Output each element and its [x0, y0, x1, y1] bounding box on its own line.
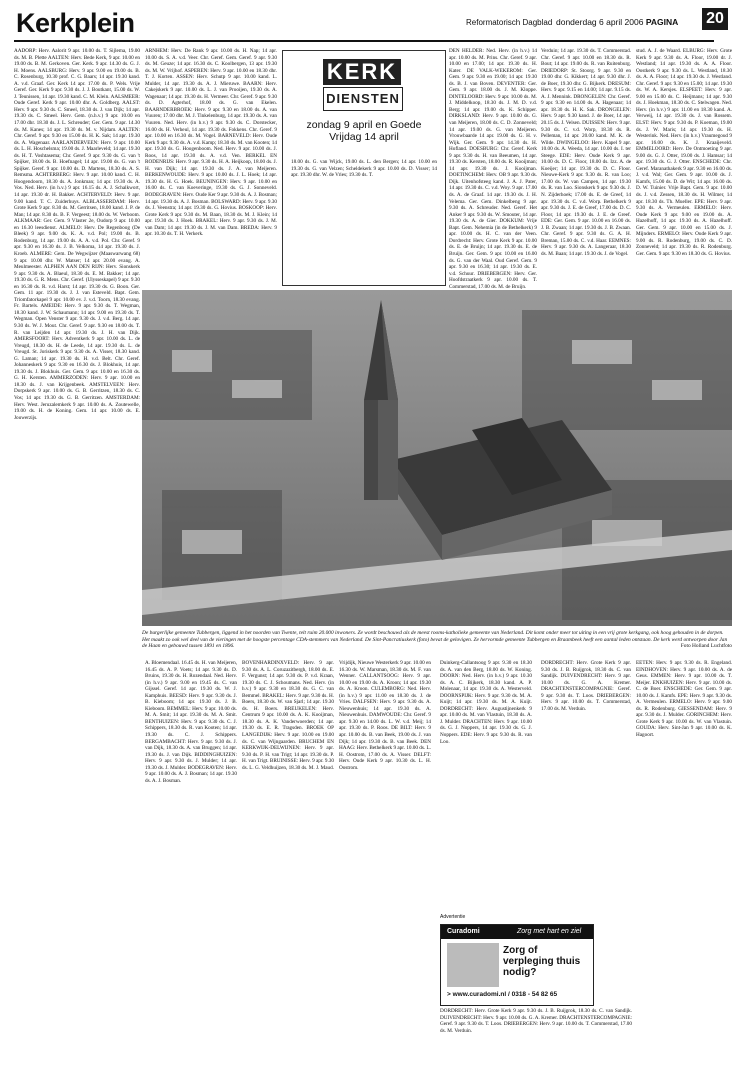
listing-column-6 — [636, 48, 732, 286]
listing-column-b2 — [242, 660, 334, 1060]
listing-column-b4-cont — [440, 1008, 632, 1060]
listing-column-b5 — [541, 660, 631, 910]
listing-text: stud. A. J. de Waard. ELBURG: Herv. Grote Kerk 9 apr. 9.30 ds. A. Floor, 19.00 dr. J. Westland; 14 apr. 19.30 ds. A. A. Floor. Oostkerk 9 apr. 9.30 ds. L. Westland, 18.30 ds. A. A. Floor; 14 apr. 19.30 ds. J. Westland. Chr. Geref. 9 apr. 9.30 en 15.00; 14 apr. 19.30 ds. W. A. Kersjes. ELSPEET: Herv. 9 apr. 9.00 en 15.00 ds. C. Heijmans; 14 apr. 9.30 ds. J. Hoekman, 18.30 ds. C. Stelwagen. Ned. Herv. (in h.v.) 9 apr. 11.00 en 18.30 kand. A. Verweij, 14 apr. 19.30 ds. J. van Rossem. ELST: Herv. 9 apr. 9.30 ds. P. Koeman, 19.00 ds. J. W. Maris; 14 apr. 19.30 ds. H. Westerink. Ned. Herv. (in h.v.) Vraumegoud 9 apr. 16.00 ds. K. J. Kraaijeveld. EMMELOORD: Herv. De Ontmoeting 9 apr. 9.00 ds. G. J. Otter, 19.00 ds. J. Hamsar; 14 apr. 19.30 ds. G. J. Otter. ENSCHEDE: Chr. Geref. Maranathakerk 9 apr. 9.30 en 16.00 ds. J. v.d. Wal; Ger. Gem. 9 apr. 10.00 ds. J. Kamfs, 15.00 ds. D. de Wit; 14 apr. 16.00 ds. D. W. Tuinier. Vrije Bapt. Gem. 9 apr. 10.00 ds. J. v.d. Zessen, 18.30 ds. H. Wilmer, 14 apr. 18.30 ds. Th. Mueller. EPE: Herv. 9 apr. 9.30 ds. A. Vermeulen. ERMELO: Herv. Oude Kerk 9 apr. 9.00 en 19.00 ds. A. Hazelhoff, 14 apr. 19.30 ds. A. Hazelhoff. Ger. Gem. 9 apr. 10.00 en 15.00 ds. J. Mijnders. ERMELO: Herv. Oude Kerk 9 apr. 9.00 ds. R. Rodenburg, 19.00 ds. C. D. Zonneveld; 14 apr. 19.30 ds. R. Rodenburg. Ger. Gem. 9 apr. 9.30 en 18.30 ds. G. Hovius. — [636, 48, 732, 257]
curadomi-advertisement[interactable] — [440, 924, 594, 1006]
kerkdiensten-box — [282, 50, 446, 286]
page-number: 20 — [702, 8, 728, 30]
caption-text: De burgerlijke gemeente Tubbergen, liggend in het noorden van Twente, telt ruim 20.000 inwoners. Ze wordt beschouwd als de meest rooms-katholieke gemeente van Nederland. Dit komt onder meer tot uiting in een vrij grote kerkgang, ook hoog gehouden in de dorpen. Het maakt zo ook wel deel van de vieringen met de hoogste percentage CDA-stemmers van Nederland. De Sint-Pancratiuskerk (foto) bevat de gelovigen. Ze hervormde gemeente Tubbergen en Braambeek heeft een aantal leden ontstaan. De kerk werd ontworpen door Jan de Haan en gebouwd tussen 1891 en 1896. — [142, 630, 728, 650]
listing-column-5 — [541, 48, 631, 286]
kerkbox-body: 18.00 ds. G. van Wijck, 19.00 ds. L. den Bergen; 14 apr. 10.00 en 19.30 ds. G. van Velzen; Scheldekerk 9 apr. 10.00 ds. D. Visser; 14 apr. 19.30 dhr. W. de Vries; 19.30 ds. T. — [291, 159, 437, 179]
newspaper-name: Reformatorisch Dagblad — [466, 18, 553, 27]
ad-banner — [441, 925, 593, 939]
header-rule — [14, 40, 714, 42]
page-label: PAGINA — [645, 17, 679, 27]
listing-text: DORDRECHT: Herv. Grote Kerk 9 apr. 9.30 ds. J. B. Ruijgrok, 18.30 ds. C. van Sandijk. DUIVENDRECHT: Herv. 9 apr. 10.00 ds. G. A. Kremer. DRACHTENSTERCOMPAGNIE: Geref. 9 apr. 9.30 ds. T. Loos. DRIEBERGEN: Herv. 9 apr. 10.00 ds. T. Commerstad, 17.00 ds. M. Verduin. — [541, 660, 631, 712]
listing-column-b1 — [145, 660, 237, 1060]
kerkbox-headline: zondag 9 april en Goede Vrijdag 14 april — [306, 119, 422, 143]
listing-column-1 — [14, 48, 140, 1060]
listing-text: EETEN: Herv. 9 apr. 9.30 ds. R. Engeland. EINDHOVEN: Herv. 9 apr. 10.00 ds. A. de Geus. EMMEN: Herv. 9 apr. 10.00 ds. T. Meijer. ENKHUIZEN: Herv. 9 apr. 10.00 ds. C. de Boer. ENSCHEDE: Ger. Gem. 9 apr. 10.00 ds. J. Kamfs. EPE: Herv. 9 apr. 9.30 ds. A. Vermeulen. ERMELO: Herv. 9 apr. 9.00 ds. R. Rodenburg. GIESSENDAM: Herv. 9 apr. 9.30 ds. J. Mulder. GORINCHEM: Herv. Grote Kerk 9 apr. 10.00 ds. W. van Vlastuin. GOUDA: Herv. Sint-Jan 9 apr. 10.00 ds. K. Hagoort. — [636, 660, 732, 739]
listing-text: Verduin; 14 apr. 19.30 ds. T. Commerstad. Chr. Geref. 9 apr. 10.00 en 18.30 ds. R. Bout; 14 apr. 19.00 ds. R. van Ruitenburg. DRIEDORP: St. Stoorg. 9 apr. 9.30 en 19.00 dhr. G. Kikkert; 14 apr. 9.30 dhr. J. de Boer, 19.30 dhr. G. Bijkerk. DRESUM: Herv. 9 apr. 9.15 en 14.00; 14 apr. 9.15 ds. A. J. Mennink. DRONGELEN: Chr. Geref. 9 apr. 9.30 en 14.00 ds. A. Hagenaar; 14 apr. 18.30 ds. H. K. Sak. DRONGELEN: Herv. 9 apr. 9.30 kand. J. de Boer, 14 apr. 20.15 ds. J. Velsen. DUISSEN: Herv. 9 apr. 9.30 ds. C. v.d. Worp, 18.30 ds. R. Pelleman, 14 apr. 20.00 kand. M. K. de Wilde. DWINGELOO: Herv. Kapel 9 apr. 10.00 ds. A. Weeda, 14 apr. 10.00 ds. I. ter Steege. EDE: Herv. Oude Kerk 9 apr. 10.00 ds. D. C. Floor, 18.00 ds. Izz. A. de Koeijer; 14 apr. 19.30 ds. D. C. Floor. Nieuwe-Kerk 9 apr. 9.30 ds. R. van Loo; 17.00 ds. W. van Campen, 14 apr. 19.30 ds. R. van Loo. Sionskerk 9 apr. 9.30 ds. J. N. Zijderhoek; 17.00 ds. E. de Greef, 14 apr. 19.30 ds. C. v.d. Worp. Bethelkerk 9 apr. 9.30 ds. J. E. de Greef, 17.00 ds. D. C. Floor, 14 apr. 19.30 ds. J. E. de Greef. EDE: Ger. Gem. 9 apr. 10.00 en 16.00 ds. J. B. Zwaan; 14 apr. 19.30 ds. J. B. Zwaan. Chr. Geref. 9 apr. 9.30 ds. G. A. H. Breman, 15.00 ds. C. v.d. Haar. EEMNES: Herv. 9 apr. 9.30 ds. A. Langeraar, 18.30 ds. M. Baan; 14 apr. 19.30 ds. J. de Vogel. — [541, 48, 631, 257]
photo-credit: Foto Holland Luchtfoto — [680, 643, 732, 650]
listing-column-b6 — [636, 660, 732, 1060]
listing-column-b3 — [339, 660, 431, 1060]
logo-line-2: DIENSTEN — [323, 87, 403, 111]
ad-brand: Curadomi — [447, 928, 480, 935]
ad-contact: > www.curadomi.nl / 0318 - 54 82 65 — [447, 991, 558, 998]
listing-text: AADORP: Herv. Aalorit 9 apr. 10.00 ds. T. Sijlema, 19.00 ds. M. B. Plette AALTEN: Herv. Bede Kerk, 9 apr. 10.00 en 19.00 ds. B. M. Gerkoven. Ger. Kerk. 9 apr. 14.30 ds. G. J. H. Moens. AALSBURG: Herv. 9 apr. 9.00 en 19.00 ds. B. C. Rosenburg, 10.30 prof. C. G. Baars; 14 apr. 19.30 kand. A. v.d. Graaf. Ger. Kerk 14 apr. 17.00 ds. P. Wels. Vrije Geref. Ger. Kerk 9 apr. 9.30 ds. J. J. Boutkant, 15.00 ds. W. J. Teunissen, 14 apr. 19.30 kand. C. M. Klein. AALSMEER: Oude Geref. Kerk 9 apr. 10.00 dhr. A. Goldberg. AALST: Herv. 9 apr. 9.30 ds. C. Smeel, 18.30 ds. J. van Dijk; 14 apr. 19.30 ds. C. Smeel. Herv. Gem. (n.h.v.) 9 apr. 10.00 en 17.00 dhr. 18.30 ds. J. L. Schreuder; Ger. Gem. 9 apr. 14.30 ds. M. Kanes; 14 apr. 19.30 ds. M. v. Nijdam. AALTEN: Chr. Geref. 9 apr. 9.30 en 15.00 ds. H. K. Sak; 14 apr. 19.30 ds. A. Wagenaar. AARLANDERVEEN: Herv. 9 apr. 10.00 ds. L. H. Hoschelsma; 19.00 ds. J. Maarleveld; 14 apr. 19.30 ds. H. T. Voshtasema; Chr. Geref. 9 apr. 9.30 ds. G. van 't Spijker, 18.00 ds. B. Hoefnagel; 14 apr. 19.00 ds. G. van 't Spijker. Geref. 9 apr. 10.00 ds. D. Martens, 18.30 ds. A. S. Remsma. ACHTERBERG: Herv. 9 apr. 10.00 kand. C. H. Hoogendoorn, 18.30 ds. A. Jonkman; 14 apr. 19.30 ds. A. Vos. Ned. Herv. (in h.v.) 9 apr. 16.15 ds. A. J. Schalkwort, 14 apr. 19.30 dr. H. Bakker. ACHTERVELD: Herv. 9 apr. 9.00 kand. T. C. Zuiderhuys. ALBLASSERDAM: Herv. Grote Kerk 9 apr. 8.30 ds. M. Gerritsen, 18.00 kand. J. P. de Man; 14 apr. 8.30 ds. B. F. Vergeest; 18.00 ds. W. Verboom. ALKMAAR: Ger. Gem. 9 Vlaster 2e, Oudorp 9 apr. 10.00 en 16.30 leesdienst. ALMELO: Herv. De Regenboog (De Bleek) 9 apr. 9.00 ds. K. A. v.d. Pol; 19.00 ds. B. Rodenburg, 14 apr. 19.00 ds. A. A. v.d. Pol. Chr. Geref. 9 apr. 9.30 en 16.30 ds. J. B. Velkoma, 14 apr. 19.30 ds. J. Kroeb. ALMERE: Gem. De Wegwijzer (Maaswarwang 68) 9 apr. 10.00 dhr. W. Matser; 14 apr. 20.00 evang. A. Meulmeester. ALPHEN AAN DEN RIJN: Herv. Sionskerk 9 apr. 9.30 ds. A. Blaeul, 18.30 ds. E. M. Bakker; 14 apr. 19.30 ds. G. R. Mens. Chr. Geref. (Ulysseskapel) 9 apr. 9.30 en 16.30 ds. R. v.d. Harst; 14 apr. 19.30 ds. G. Boon. Ger. Gem. 11 apr. 19.30 ds. J. J. van Esteveld. Bapt. Gem. Triomfatorkapel 9 apr. 10.00 ev. J. v.d. Toorn, 18.30 evang. Fr. Bartels. AMEIDE: Herv. 9 apr. 9.30 ds. T. Wegman, 18.30 kand. J. W. Schaumann; 14 apr. 9.00 en 19.30 ds. T. Wegman. Open Venster 9 apr. 9.30 ds. J. v.d. Berg. 14 apr. 9.30 ds. W. J. Mout. Chr. Geref. 9 apr. 9.30 en 18.00 ds. T. R. van Leijden 14 apr. 19.30 ds. J. H. van Dijk. AMERSFOORT: Herv. Adventkerk 9 apr. 10.00 ds. L. de Vreugd, 18.30 ds. H. de Leede, 14 apr. 19.30 ds. L. de Vreugd. St. Joriskerk 9 apr. 9.30 ds. A. Visser, 18.30 kand. G. Laman; 14 apr. 19.30 ds. H. v.d. Belt. Chr. Geref. Johanneskerk 9 apr. 9.30 en 16.30 ds. J. Blokhuis, 14 apr. 19.30 ds. J. Blokhuis. Ger. Gem. 9 apr. 10.00 en 16.30 ds. G. H. Kersten. AMMERZODEN: Herv. 9 apr. 10.00 en 18.30 ds. J. van Krijgenbeek. AMSTELVEEN: Herv. Dorpskerk 9 apr. 10.00 ds. G. B. Gerritzen, 18.30 ds. C. Vos; 14 apr. 19.30 ds. G. B. Gerritzen. AMSTERDAM: Herv. West. Jeruzalemkerk 9 apr. 10.00 ds. A. Zoutewelle, 19.00 ds. H. de Koning. Gem. 14 apr. 10.00 ds. E. Jouwerzijs. — [14, 48, 140, 421]
advertisement-label: Advertentie — [440, 914, 466, 920]
issue-date — [556, 17, 678, 27]
listing-text: DORDRECHT: Herv. Grote Kerk 9 apr. 9.30 ds. J. B. Ruijgrok, 18.30 ds. C. van Sandijk. DUIVENDRECHT: Herv. 9 apr. 10.00 ds. G. A. Kremer. DRACHTENSTERCOMPAGNIE: Geref. 9 apr. 9.30 ds. T. Loos. DRIEBERGEN: Herv. 9 apr. 10.00 ds. T. Commerstad, 17.00 ds. M. Verduin. — [440, 1008, 633, 1034]
kerkdiensten-logo — [323, 59, 401, 111]
listing-text: A. Bloemendaal. 16.45 ds. H. van Meijeren, 16.45 ds. A. P. Voets; 14 apr. 9.30 ds. D. Bruins, 19.30 ds. H. Rozendaal. Ned. Herv. (in h.v.) 9 apr. 9.00 en 19.45 ds. C. van Gijssel. Geref. 14 apr. 19.30 ds. W. J. Kamphuis. BEESD: Herv. 9 apr. 9.30 ds. J. B. Kieboom; 14 apr. 19.30 ds. J. B. Kieboom. BEMMEL: Herv. 9 apr. 10.00 ds. M. A. Smit; 14 apr. 19.30 ds. M. A. Smit. BENTHUIZEN: Herv. 9 apr. 9.30 ds. C. J. Schippers, 18.30 ds. R. van Kooten; 14 apr. 19.30 ds. C. J. Schippers. BERGAMBACHT: Herv. 9 apr. 9.30 ds. J. van Dijk, 18.30 ds. A. van Bruggen; 14 apr. 19.30 ds. J. van Dijk. BIDDINGHUIZEN: Herv. 9 apr. 9.30 ds. J. Mulder; 14 apr. 19.30 ds. J. Mulder. BODEGRAVEN: Herv. 9 apr. 10.00 ds. A. J. Bosman; 14 apr. 19.30 ds. A. J. Bosman. — [145, 660, 237, 784]
photo-illustration — [142, 290, 732, 626]
listing-text: DEN HELDER: Ned. Herv. (in h.v.) 14 apr. 10.00 ds. M. Prins. Chr. Geref. 9 apr. 10.00 en 17.00; 14 apr. 19.30 ds. H. Kater. DE VALK-WEKEROM: Ger. Gem. 9 apr. 9.30 en 19.00; 14 apr. 19.30 ds. B. J. van Boven. DEVENTER: Ger. Gem. 9 apr. 18.00 ds. J. M. Kloppe. DINTELOORD: Herv. 9 apr. 10.00 ds. M. J. Middelkoop, 18.30 ds. J. M. D. v.d. Berg; 14 apr. 19.00 ds. K. Schipper. DIRKSLAND: Herv. 9 apr. 10.00 ds. G. van Meijeren, 18.00 ds. C. D. Zonneveld; 14 apr. 19.00 ds. G. van Meijeren. Vrouwbaarde 14 apr. 19.00 ds. G. H. v. Wijk. Ger. Gem. 9 apr. 14.30 ds. H. Hofland. DOESBURG: Chr. Geref. Kerk 9 apr. 9.30 ds. H. van Beeumen, 14 apr. 19.30 ds. Kersten, 18.00 ds. R. Kooijman; 14 apr. 19.30 ds. J. Kooijman. DOETINCHEM: Herv. OB 9 apr. 9.30 ds. Dijk. Uitenhofsteeg kand. J. A. J. Pater, 14 apr. 19.30 ds. C. v.d. Woy. 9 apr. 17.00 ds. A. de Graaf. 14 apr. 19.30 ds. J. H. Velema. Ger. Gem. Dinkelbeng 9 apr. 9.30 ds. A. Schreuder. Ned. Geref. Het Anker 9 apr. 9.30 ds. W. Smouter, 14 apr. 19.30 ds. A. de Gier. DOKKUM: Vrije Bapt. Gem. Nehemia (in de Bethelkerk) 9 apr. 10.00 ds. H. C. van der Veen. Dordrecht: Herv. Grote Kerk 9 apr. 10.00 ds. E. de Bruijn; 14 apr. 19.30 ds. E. de Bruijn. Ger. Gem. 9 apr. 10.00 en 16.00 ds. G. van der Waal. Oud Geref. Gem. 9 apr. 9.30 en 16.30; 14 apr. 19.30 ds. E. v.d. Schuur. DRIEBERGEN: Herv. Ger. Hoofdstraatkerk 9 apr. 10.00 ds. T. Commerstad, 17.00 ds. M. de Bruijn. — [449, 48, 537, 290]
listing-column-b4 — [440, 660, 532, 910]
ad-slogan: Zorg met hart en ziel — [517, 928, 582, 935]
listing-column-4 — [449, 48, 537, 290]
listing-text: Vrijdijk, Nieuwe Westerkerk 9 apr. 10.00 en 16.30 ds. W. Marsman, 18.30 ds. M. F. van Wenner. CALLANTSOOG: Herv. 9 apr. 10.00 en 19.00 ds. A. Kroon; 14 apr. 19.30 ds. A. Kroon. CULEMBORG: Ned. Herv. (in h.v.) 9 apr. 11.00 en 18.30 ds. J. de Vries. DALFSEN: Herv. 9 apr. 9.30 ds. A. Nieuwenhuis; 14 apr. 19.30 ds. A. Nieuwenhuis. DAMWOUDE: Chr. Geref. 9 apr. 9.30 en 14.00 ds. L. W. v.d. Meij; 14 apr. 19.30 ds. P. Roos. DE BILT: Herv. 9 apr. 10.00 ds. B. van Beek, 19.00 ds. J. van Dijk; 14 apr. 19.30 ds. B. van Beek. DEN HAAG: Herv. Bethelkerk 9 apr. 10.00 ds. L. H. Oostrom, 17.00 ds. A. Visser. DELFT: Herv. Oude Kerk 9 apr. 10.30 ds. L. H. Oostrom. — [339, 660, 431, 771]
section-title: Kerkplein — [16, 8, 135, 38]
photo-caption — [142, 630, 732, 650]
listing-column-2 — [145, 48, 277, 286]
logo-line-1: KERK — [323, 59, 401, 85]
listing-text: ARNHEM: Herv. De Rank 9 apr. 10.00 ds. H. Nap; 14 apr. 10.00 ds. S. A. v.d. Veer. Chr. Geref. Gem. Geref. 9 apr. 9.30 ds. M. Geuze; 14 apr. 16.30 ds. C. Koolbergen, 13 apr. 19.30 ds. M. W. Vrijhof. ASPEREN: Herv. 9 apr. 10.00 en 18.30 dhr. T. J. Korten. ASSEN: Herv. Schutp 9 apr. 10.00 kand. L. Mulder, 14 apr. 19.30 ds. A. J. Mieruwe. BAARN: Herv. Cakejskerk 9 apr. 10.00 ds. L. J. van Prooijen, 19.30 ds. A. Wagenaar; 14 apr. 19.30 ds. H. Vermeer. Chr. Geref. 9 apr. 9.30 ds. D. Agterhof, 18.00 ds. G. van Ekelen. BAARNDERBROEK: Herv. 9 apr. 9.30 en 18.00 ds. A. van Vuuren; 17.00 dhr. M. J. Tinkelenburg, 14 apr. 19.30 ds. A. van Vuuren. Ned. Herv. (in h.v.) 9 apr. 9.30 ds. C. Dorstecker, 16.00 ds. H. Verheul, 14 apr. 19.30 ds. Fokkens. Chr. Geref. 9 apr. 10.00 en 16.30 ds. M. Vogel. BARNEVELD: Herv. Oude Kerk 9 apr. 9.30 ds. A. v.d. Kamp; 18.30 ds. M. van Kooten; 14 apr. 19.30 ds. G. Hoogenboom. Ned. Herv. 9 apr. 10.00 ds. J. Roos, 14 apr. 19.30 ds. A. v.d. Ven. BERKEL EN RODENRIJS: Herv. 9 apr. 9.30 ds. H. A. Heijkoop, 18.00 ds. J. H. van Dijk; 14 apr. 19.30 ds. J. A. van Meijeren. BERKENWOUDE: Herv. 9 apr. 10.00 ds. J. L. Hoek; 14 apr. 19.30 ds. H. G. Hoek. BEUNINGEN: Herv. 9 apr. 10.00 en 16.00 ds. C. van Koeveringe, 19.30 ds. G. J. Sonneveld. BODEGRAVEN: Herv. Oude Ker 9 apr. 9.30 ds. A. J. Bosman; 14 apr. 19.30 ds. A. J. Bosman. BOLSWARD: Herv. 9 apr. 9.30 ds. J. Veenstra; 14 apr. 19.30 ds. G. Hovius. BOSKOOP: Herv. Grote Kerk 9 apr. 9.30 ds. M. Baan, 18.30 ds. M. J. Klein; 14 apr. 19.30 ds. J. Hoek. BRAKEL: Herv. 9 apr. 9.30 ds. J. M. van Dam; 14 apr. 19.30 ds. J. M. van Dam. BREDA: Herv. 9 apr. 10.30 ds. T. H. Verkerk. — [145, 48, 277, 238]
date-text: donderdag 6 april 2006 — [556, 17, 644, 27]
ad-photo — [447, 943, 499, 987]
aerial-church-photo — [142, 290, 732, 626]
listing-text: Duinkerg-Callantsoog 9 apr. 9.30 en 18.30 ds. A. van den Berg, 18.00 ds. W. Koning. DOORN: Ned. Herv. (in h.v.) 9 apr. 10.30 ds. A. C. Bijkerk, 18.30 kand. A. P. Molenaar, 14 apr. 19.30 ds. A. Westerveld. DOORNSPIJK: Herv. 9 apr. 9.30 ds. M. A. Kuijt; 14 apr. 19.30 ds. M. A. Kuijt. DORDRECHT: Herv. Augustijnenkerk 9 apr. 10.00 ds. M. van Vlastuin, 18.30 ds. A. J. Mulder. DRACHTEN: Herv. 9 apr. 10.00 ds. G. J. Noppers, 14 apr. 19.30 ds. G. J. Noppers. EDE: Herv. 9 apr. 9.30 ds. R. van Loo. — [440, 660, 532, 745]
listing-text: BOVENHARDINXVELD: Herv. 9 apr. 9.30 ds. A. L. Coruzazitbergh, 18.00 ds. E. F. Vergunst; 14 apr. 9.30 ds. P. v.d. Kraan, 19.30 ds. C. J. Schoumans. Ned. Herv. (in h.v.) 9 apr. 9.30 en 18.30 ds. G. C. van Bemmel. BRAKEL: Herv. 9 apr. 9.30 ds. H. Boers, 18.30 ds. W. van Sjarl; 14 apr. 19.30 ds. H. Boers. BREUKELEN: Herv. Centrum 9 apr. 10.00 ds. A. K. Kooijman, 18.30 ds. A. K. Vanderwoerden; 14 apr. 19.30 ds. E. R. Tragsden. BROEK OP LANGEDIJK: Herv. 9 apr. 10.00 en 19.00 ds. C. van Wijngaarden. BRUCHEM EN KERKWIJK-DELWIJNEN: Herv. 9 apr. 9.30 ds. P. H. van Trigt; 14 apr. 19.30 ds. P. H. van Trigt. BRUINISSE: Herv. 9 apr. 9.30 ds. L. G. Veldhuijzen, 18.30 ds. M. J. Maud. — [242, 660, 334, 771]
ad-headline: Zorg of verpleging thuis nodig? — [503, 945, 581, 978]
page-header — [14, 6, 726, 40]
